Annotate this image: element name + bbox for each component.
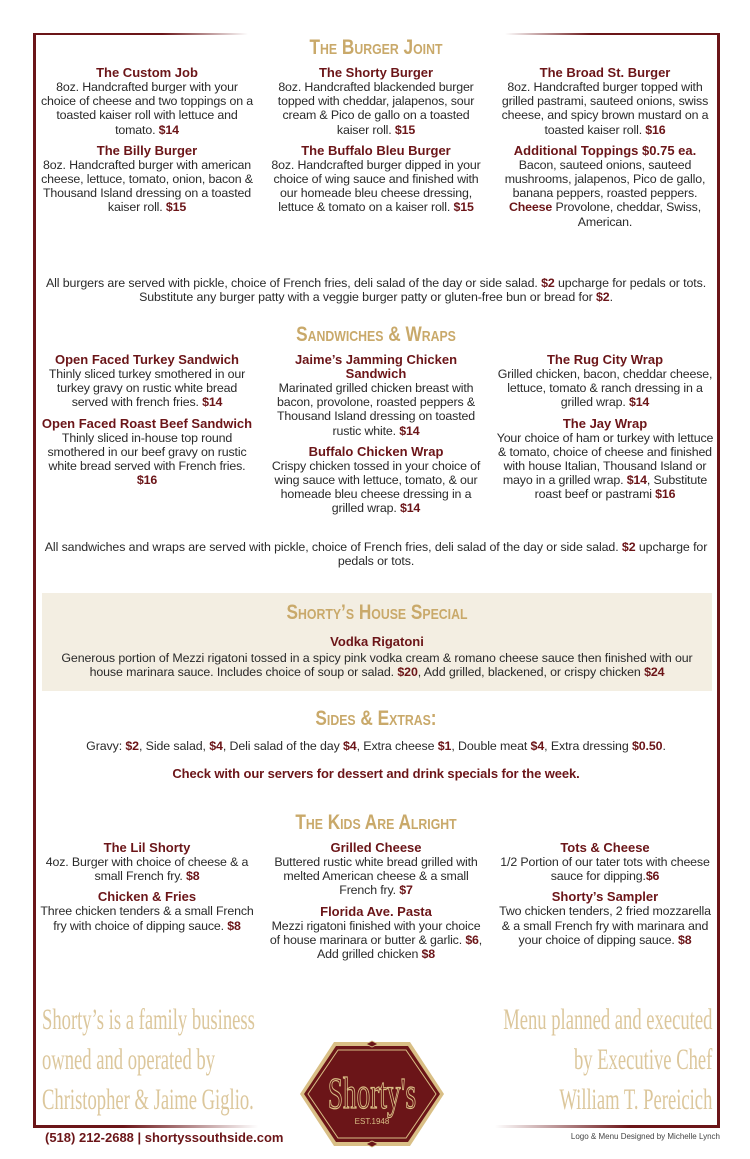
item-description — [38, 158, 256, 215]
item-name: The Shorty Burger — [318, 65, 434, 80]
item-description — [267, 855, 485, 898]
item-description — [267, 80, 485, 137]
menu-column — [267, 66, 485, 236]
designer-credit: Logo & Menu Designed by Michelle Lynch — [570, 1132, 720, 1141]
text-segment: , Extra cheese — [356, 739, 438, 753]
item-description — [496, 200, 714, 228]
section-heading: The Kids Are Alright — [295, 811, 457, 834]
section-heading: Shorty’s House Special — [286, 601, 468, 624]
price: $7 — [399, 883, 413, 898]
text-segment: , Substitute roast beef or pastrami — [534, 473, 708, 502]
item-description — [496, 367, 714, 410]
price: $8 — [185, 869, 200, 884]
price: $8 — [421, 947, 435, 962]
menu-item — [267, 841, 485, 898]
item-name: Open Faced Turkey Sandwich — [55, 352, 239, 367]
text-segment: , Side salad, — [138, 739, 210, 753]
text-segment: Thinly sliced turkey smothered in our turkey gravy on rustic white bread served with french fries. — [48, 367, 246, 410]
menu-column — [267, 353, 485, 523]
menu-item — [496, 66, 714, 137]
text-segment: Grilled chicken, bacon, cheddar cheese, lettuce, tomato & ranch dressing in a grilled wrap. — [497, 367, 713, 410]
frame-bottom-right — [495, 1125, 720, 1128]
item-description — [267, 919, 485, 962]
menu-column — [38, 66, 256, 236]
price: $20 — [397, 665, 418, 680]
text-segment: 8oz. Handcrafted burger with your choice of cheese and two toppings on a toasted kaiser roll with lettuce and tomato. — [41, 80, 253, 137]
price: $2 — [595, 290, 610, 305]
text-segment: , Add grilled, blackened, or crispy chicken — [417, 665, 645, 680]
text-segment: Marinated grilled chicken breast with bacon, provolone, roasted peppers & Thousand Island dressing on toasted rustic white. — [277, 381, 475, 438]
item-name: Florida Ave. Pasta — [320, 903, 432, 919]
text-segment: upcharge for pedals or tots. — [337, 540, 708, 569]
frame-left — [33, 33, 36, 1127]
item-description — [38, 80, 256, 137]
text-segment: Three chicken tenders & a small French fry with choice of dipping sauce. — [40, 904, 254, 933]
house-special-box — [42, 593, 712, 691]
menu-item — [267, 144, 485, 215]
item-name: The Rug City Wrap — [546, 352, 664, 367]
item-name: Tots & Cheese — [560, 840, 650, 855]
text-segment: Your choice of ham or turkey with lettuce & tomato, choice of cheese and finished with house Italian, Thousand Island or mayo in a grilled wrap. — [496, 430, 714, 488]
text-segment: . — [662, 739, 666, 753]
menu-column — [496, 353, 714, 523]
item-name: Additional Toppings $0.75 ea. — [513, 142, 697, 158]
shortys-logo — [298, 1038, 446, 1150]
chef-credit-text — [503, 1000, 712, 1120]
text-segment: 8oz. Handcrafted blackended burger topped with cheddar, jalapenos, sour cream & Pico de gallo on a toasted kaiser roll. — [277, 80, 475, 137]
footer-line: Menu planned and executed — [502, 1003, 712, 1036]
price: $14 — [202, 395, 223, 410]
text-segment: All sandwiches and wraps are served with pickle, choice of French fries, deli salad of the day or side salad. — [44, 540, 622, 554]
price: $6 — [645, 869, 660, 884]
menu-item — [38, 841, 256, 883]
text-segment: . — [609, 290, 613, 305]
menu-column — [38, 841, 256, 968]
item-name: The Jay Wrap — [562, 415, 648, 431]
item-description — [267, 381, 485, 438]
burger-section — [38, 36, 714, 305]
menu-item — [38, 144, 256, 215]
item-name: Open Faced Roast Beef Sandwich — [41, 415, 253, 431]
menu-item — [38, 353, 256, 410]
text-segment: Crispy chicken tossed in your choice of wing sauce with lettuce, tomato, & our homeade bleu cheese dressing in a grilled wrap. — [271, 458, 481, 516]
text-segment: Bacon, sauteed onions, sauteed mushrooms, jalapenos, Pico de gallo, banana peppers, roasted peppers. — [504, 157, 706, 201]
menu-item — [38, 66, 256, 137]
menu-item — [496, 353, 714, 410]
frame-bottom-left — [33, 1125, 258, 1128]
price: $16 — [136, 473, 158, 488]
item-name: The Custom Job — [96, 65, 198, 80]
price: Cheese — [508, 200, 553, 215]
menu-item — [267, 353, 485, 438]
price: $0.50 — [631, 739, 663, 753]
text-segment: Provolone, cheddar, Swiss, American. — [552, 200, 702, 229]
menu-columns — [38, 353, 714, 523]
price: $1 — [437, 739, 452, 753]
item-name: Buffalo Chicken Wrap — [308, 443, 444, 459]
menu-column — [496, 66, 714, 236]
price: $16 — [645, 122, 666, 137]
menu-item — [267, 66, 485, 137]
contact-info: (518) 212-2688 | shortyssouthside.com — [45, 1130, 284, 1145]
item-description — [38, 431, 256, 488]
price: $8 — [227, 918, 241, 933]
menu-item — [38, 417, 256, 488]
svg-text:EST.1948: EST.1948 — [354, 1117, 390, 1126]
text-segment: Mezzi rigatoni finished with your choice of house marinara or butter & garlic. — [269, 918, 481, 947]
menu-item — [496, 417, 714, 502]
text-segment: 4oz. Burger with choice of cheese & a small French fry. — [45, 855, 249, 884]
item-description — [42, 651, 712, 679]
menu-item — [496, 841, 714, 883]
text-segment: Generous portion of Mezzi rigatoni tossed in a spicy pink vodka cream & romano cheese sauce then finished with our house marinara sauce. Includes choice of soup or salad. — [61, 651, 693, 680]
text-segment: Thinly sliced in-house top round smothered in our beef gravy on rustic white bread served with French fries. — [47, 430, 247, 474]
menu-item — [496, 890, 714, 947]
price: $14 — [158, 122, 179, 137]
price: $14 — [399, 423, 420, 438]
item-description — [267, 158, 485, 215]
menu-item — [267, 905, 485, 962]
text-segment: Buttered rustic white bread grilled with melted American cheese & a small French fry. — [274, 855, 478, 898]
price: $24 — [644, 665, 665, 680]
menu-item — [496, 144, 714, 201]
section-note — [38, 276, 714, 304]
svg-text:Shorty's: Shorty's — [327, 1068, 417, 1118]
section-note — [38, 540, 714, 568]
item-description — [38, 904, 256, 932]
sides-list — [38, 739, 714, 753]
item-description — [496, 904, 714, 947]
price: $4 — [343, 739, 357, 753]
menu-columns — [38, 66, 714, 236]
price: $2 — [125, 739, 139, 753]
menu-item — [38, 890, 256, 932]
menu-column — [496, 841, 714, 968]
footer-line: by Executive Chef — [573, 1043, 712, 1076]
text-segment: 8oz. Handcrafted burger dipped in your choice of wing sauce and finished with our homeade bleu cheese dressing, lettuce & tomato on a kaiser roll. — [271, 157, 481, 215]
price: $4 — [530, 739, 545, 753]
price: $16 — [655, 487, 676, 502]
price: $15 — [394, 122, 416, 137]
footer-line: William T. Pereicich — [558, 1083, 712, 1116]
frame-top-left — [33, 33, 248, 35]
item-name: Vodka Rigatoni — [330, 634, 424, 649]
item-description — [496, 80, 714, 137]
footer-line: Christopher & Jaime Giglio. — [42, 1083, 254, 1116]
item-name: Grilled Cheese — [330, 840, 422, 855]
price: $14 — [399, 501, 421, 516]
item-name: The Lil Shorty — [103, 840, 191, 855]
item-name: Shorty’s Sampler — [551, 889, 659, 905]
item-name: The Broad St. Burger — [539, 65, 671, 80]
item-description — [38, 855, 256, 883]
text-segment: , Deli salad of the day — [222, 739, 344, 753]
menu-item — [267, 445, 485, 516]
item-name: The Billy Burger — [96, 142, 198, 158]
menu-column — [267, 841, 485, 968]
family-business-text — [42, 1000, 255, 1120]
price: $14 — [628, 395, 650, 410]
sandwiches-section — [38, 323, 714, 569]
section-heading: The Burger Joint — [309, 36, 443, 59]
item-name: Jaime’s Jamming Chicken Sandwich — [294, 352, 458, 381]
price: $4 — [209, 739, 223, 753]
text-segment: 8oz. Handcrafted burger topped with grilled pastrami, sauteed onions, swiss cheese, and spicy brown mustard on a toasted kaiser roll. — [501, 80, 709, 137]
footer-line: Shorty’s is a family business — [42, 1003, 255, 1036]
text-segment: Gravy: — [86, 739, 126, 753]
footer-line: owned and operated by — [42, 1043, 216, 1076]
text-segment: , Double meat — [451, 739, 531, 753]
text-segment: All burgers are served with pickle, choice of French fries, deli salad of the day or side salad. — [45, 276, 542, 290]
text-segment: , Extra dressing — [544, 739, 632, 753]
section-heading: Sides & Extras: — [315, 707, 437, 730]
item-description — [496, 431, 714, 502]
text-segment: 1/2 Portion of our tater tots with cheese sauce for dipping. — [500, 855, 710, 884]
item-description — [496, 158, 714, 201]
menu-item — [496, 200, 714, 228]
section-heading: Sandwiches & Wraps — [296, 323, 456, 346]
price: $15 — [165, 200, 187, 215]
frame-right — [717, 33, 720, 1127]
item-description — [496, 855, 714, 883]
text-segment: 8oz. Handcrafted burger with american cheese, lettuce, tomato, onion, bacon & Thousand Island dressing on a toasted kaiser roll. — [41, 157, 253, 215]
frame-top-right — [505, 33, 720, 35]
price: $2 — [621, 540, 636, 554]
item-name: The Buffalo Bleu Burger — [301, 142, 451, 158]
text-segment: upcharge for pedals or tots. Substitute any burger patty with a veggie burger patty or gluten-free bun or bread for — [139, 276, 707, 305]
price: $2 — [541, 276, 555, 290]
price: $6 — [465, 932, 479, 947]
price: $14 — [626, 473, 647, 488]
item-description — [38, 367, 256, 410]
specials-notice: Check with our servers for dessert and drink specials for the week. — [172, 766, 580, 782]
item-description — [267, 459, 485, 516]
kids-section — [38, 811, 714, 968]
text-segment: Two chicken tenders, 2 fried mozzarella & a small French fry with marinara and your choice of dipping sauce. — [499, 904, 711, 947]
text-segment: , Add grilled chicken — [317, 932, 483, 962]
menu-column — [38, 353, 256, 523]
menu-columns — [38, 841, 714, 968]
price: $8 — [677, 932, 692, 947]
item-name: Chicken & Fries — [97, 889, 197, 905]
price: $15 — [453, 200, 474, 215]
sides-section — [38, 707, 714, 781]
